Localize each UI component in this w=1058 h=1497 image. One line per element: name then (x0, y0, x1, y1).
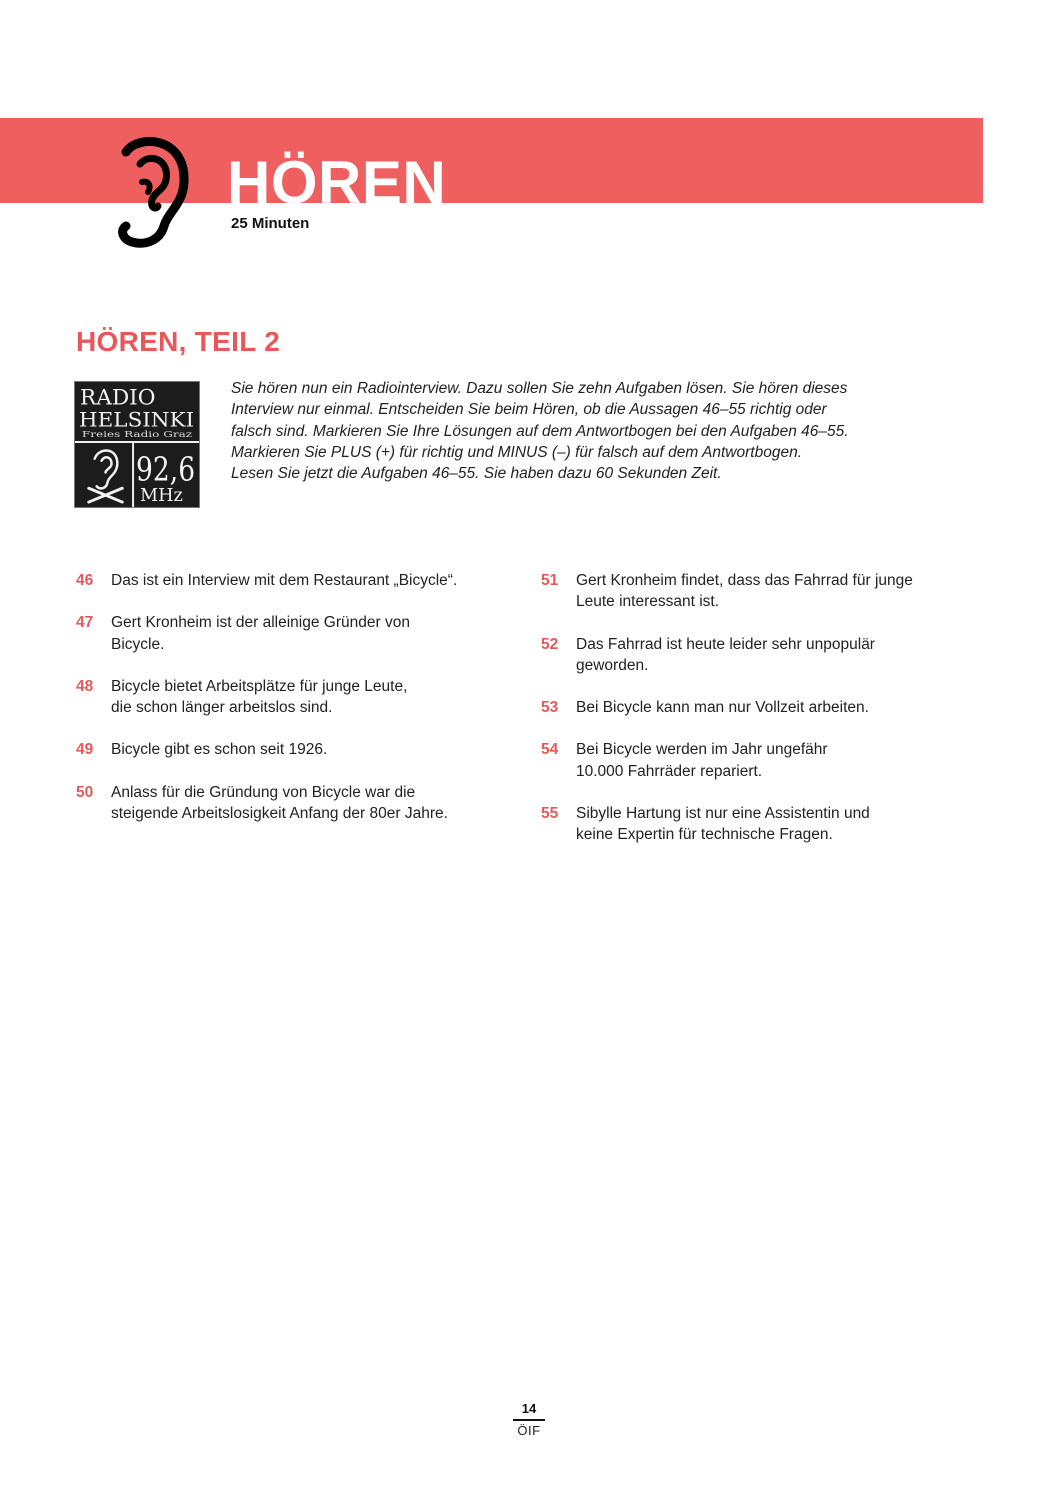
task-line: Bicycle. (111, 635, 165, 653)
task-item (541, 697, 991, 718)
task-number: 47 (76, 614, 94, 632)
task-number: 53 (541, 699, 559, 717)
logo-tagline: Freies Radio Graz (81, 429, 193, 440)
task-item (76, 739, 526, 760)
task-statement (576, 697, 869, 718)
task-number: 48 (76, 677, 94, 695)
radio-helsinki-logo (74, 381, 200, 508)
instruction-line: Lesen Sie jetzt die Aufgaben 46–55. Sie haben dazu 60 Sekunden Zeit. (231, 465, 722, 483)
task-item (76, 570, 526, 591)
logo-line-helsinki: HELSINKI (78, 408, 195, 432)
task-line: Gert Kronheim ist der alleinige Gründer von (111, 614, 410, 632)
task-item (76, 676, 526, 719)
instruction-line: falsch sind. Markieren Sie Ihre Lösungen auf dem Antwortbogen bei den Aufgaben 46–55. (231, 422, 849, 440)
page-title: HÖREN (227, 149, 447, 216)
task-line: Gert Kronheim findet, dass das Fahrrad für junge (576, 572, 913, 589)
task-line: Sibylle Hartung ist nur eine Assistentin und (576, 805, 870, 823)
task-number: 52 (541, 635, 559, 653)
task-line: Bicycle gibt es schon seit 1926. (111, 741, 328, 759)
task-item (541, 739, 991, 782)
task-number: 55 (541, 805, 559, 823)
task-number: 54 (541, 741, 559, 759)
logo-unit: MHz (139, 486, 183, 507)
task-number: 49 (76, 741, 94, 759)
task-item (541, 634, 991, 677)
instructions-text (231, 378, 991, 484)
instruction-line: Markieren Sie PLUS (+) für richtig und MINUS (–) für falsch auf dem Antwortbogen. (231, 443, 803, 461)
task-statement (111, 782, 448, 825)
task-number: 46 (76, 572, 94, 589)
page-footer (0, 1401, 1058, 1438)
task-number: 51 (541, 572, 559, 589)
instruction-line: Sie hören nun ein Radiointerview. Dazu sollen Sie zehn Aufgaben lösen. Sie hören dieses (231, 380, 848, 397)
task-line: Bei Bicycle werden im Jahr ungefähr (576, 741, 828, 759)
logo-line-radio: RADIO (79, 385, 156, 411)
task-item (76, 782, 526, 825)
task-statement (576, 803, 870, 846)
task-line: Leute interessant ist. (576, 593, 720, 611)
task-line: Bicycle bietet Arbeitsplätze für junge Leute, (111, 677, 408, 695)
publisher-label: ÖIF (517, 1422, 541, 1438)
task-statement (576, 739, 828, 782)
task-line: keine Expertin für technische Fragen. (576, 826, 833, 844)
task-item (541, 803, 991, 846)
logo-frequency: 92,6 (136, 450, 196, 489)
task-statement (111, 739, 327, 760)
task-list-left (76, 570, 526, 845)
task-line: die schon länger arbeitslos sind. (111, 699, 333, 717)
task-number: 50 (76, 783, 94, 801)
task-statement (576, 570, 913, 613)
task-list-right (541, 570, 991, 867)
task-item (541, 570, 991, 613)
task-line: geworden. (576, 656, 649, 674)
task-line: 10.000 Fahrräder repariert. (576, 762, 763, 780)
task-line: steigende Arbeitslosigkeit Anfang der 80er Jahre. (111, 805, 448, 823)
task-line: Anlass für die Gründung von Bicycle war die (111, 783, 416, 801)
task-line: Das Fahrrad ist heute leider sehr unpopulär (576, 635, 875, 653)
task-item (76, 612, 526, 655)
task-statement (111, 570, 457, 591)
instruction-line: Interview nur einmal. Entscheiden Sie beim Hören, ob die Aussagen 46–55 richtig oder (231, 401, 827, 419)
task-statement (111, 676, 407, 719)
section-title: HÖREN, TEIL 2 (76, 326, 281, 357)
task-statement (111, 612, 410, 655)
task-line: Bei Bicycle kann man nur Vollzeit arbeiten. (576, 699, 869, 717)
task-statement (576, 634, 875, 677)
task-line: Das ist ein Interview mit dem Restaurant „Bicycle“. (111, 572, 458, 589)
duration-label: 25 Minuten (231, 215, 310, 232)
footer-divider (513, 1419, 545, 1421)
page-number: 14 (521, 1401, 537, 1416)
ear-icon (112, 134, 196, 252)
